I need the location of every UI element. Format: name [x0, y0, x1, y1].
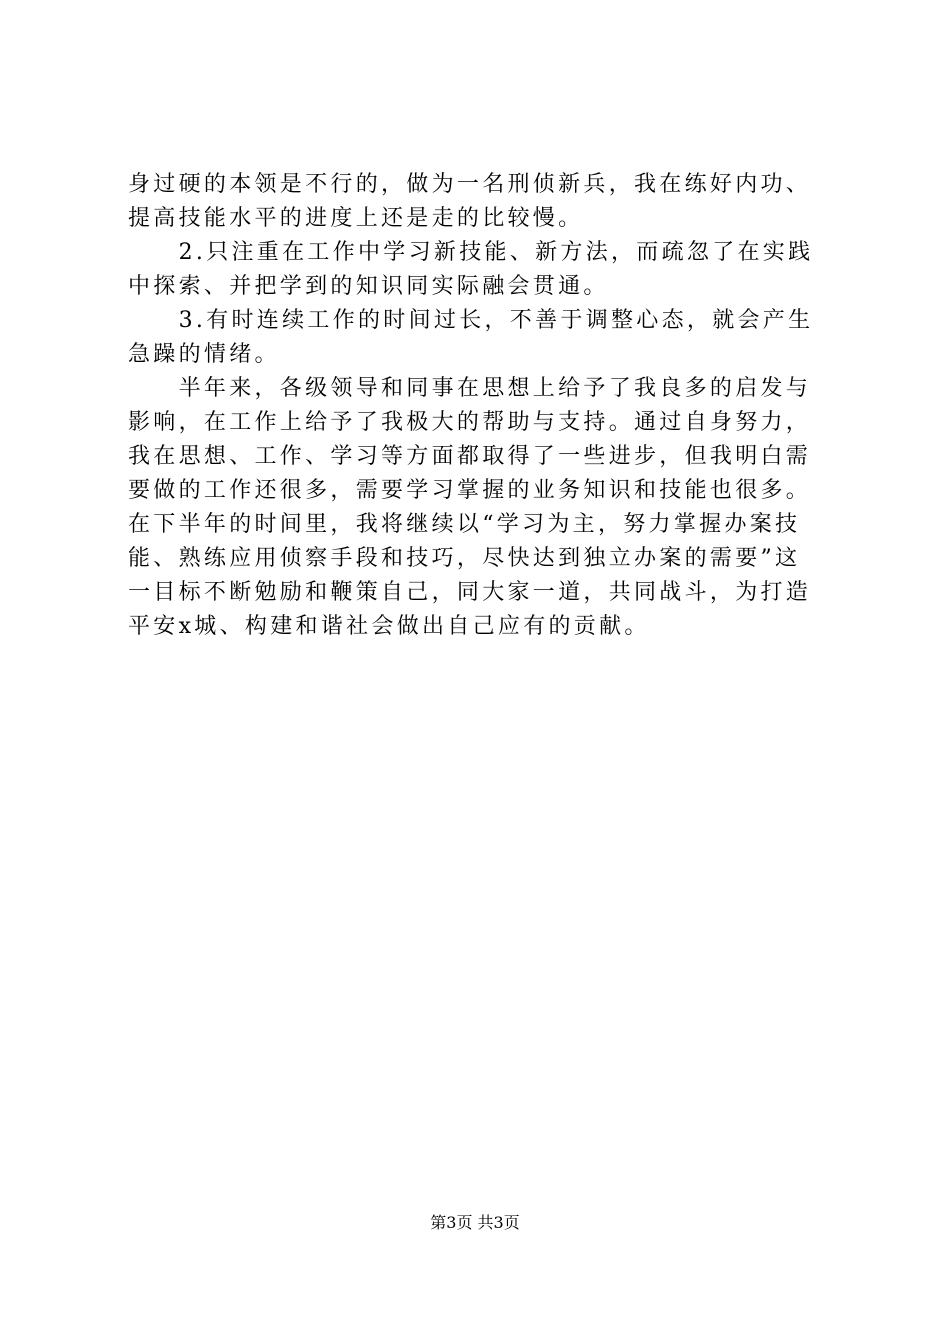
body-text	[128, 168, 840, 644]
text-line: 中探索、并把学到的知识同实际融会贯通。	[128, 274, 609, 299]
text-line: 平安x城、构建和谐社会做出自己应有的贡献。	[128, 614, 650, 639]
text-line: 影响，在工作上给予了我极大的帮助与支持。通过自身努力，	[128, 410, 812, 435]
page-footer: 第3页 共3页	[430, 1213, 520, 1232]
text-line: 要做的工作还很多，需要学习掌握的业务知识和技能也很多。	[128, 478, 812, 503]
text-line: 2.只注重在工作中学习新技能、新方法，而疏忽了在实践	[128, 240, 814, 265]
text-line: 我在思想、工作、学习等方面都取得了一些进步，但我明白需	[128, 444, 812, 469]
text-line: 一目标不断勉励和鞭策自己，同大家一道，共同战斗，为打造	[128, 580, 812, 605]
text-line: 急躁的情绪。	[128, 342, 280, 367]
text-line: 3.有时连续工作的时间过长，不善于调整心态，就会产生	[128, 308, 814, 333]
text-line: 提高技能水平的进度上还是走的比较慢。	[128, 206, 584, 231]
text-line: 在下半年的时间里，我将继续以“学习为主，努力掌握办案技	[128, 512, 801, 537]
text-line: 半年来，各级领导和同事在思想上给予了我良多的启发与	[128, 376, 812, 401]
text-line: 能、熟练应用侦察手段和技巧，尽快达到独立办案的需要”这	[128, 546, 801, 571]
text-line: 身过硬的本领是不行的，做为一名刑侦新兵，我在练好内功、	[128, 172, 812, 197]
